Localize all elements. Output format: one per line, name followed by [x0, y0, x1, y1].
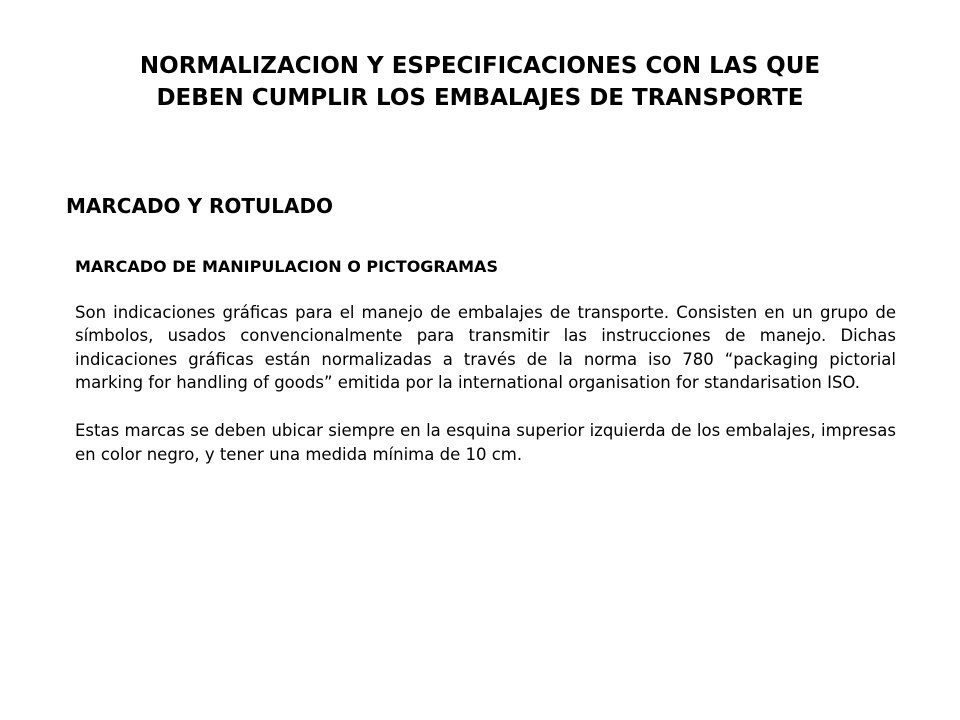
slide-content — [75, 255, 896, 490]
paragraph-1: Son indicaciones gráficas para el manejo de embalajes de transporte. Consisten en un grupo de símbolos, usados convencionalmente para transmitir las instrucciones de manejo. Dichas indicaciones gráficas están normalizadas a través de la norma iso 780 “packaging pictorial marking for handling of goods” emitida por la international organisation for standarisation ISO. — [75, 302, 896, 393]
slide-title-line-2: DEBEN CUMPLIR LOS EMBALAJES DE TRANSPORTE — [156, 85, 804, 111]
section-heading: MARCADO Y ROTULADO — [66, 194, 334, 218]
slide-title — [0, 50, 960, 114]
slide-title-line-1: NORMALIZACION Y ESPECIFICACIONES CON LAS QUE — [139, 53, 821, 79]
paragraph-2: Estas marcas se deben ubicar siempre en la esquina superior izquierda de los embalajes, impresas en color negro, y tener una medida mínima de 10 cm. — [75, 420, 896, 464]
subheading: MARCADO DE MANIPULACION O PICTOGRAMAS — [75, 257, 498, 276]
